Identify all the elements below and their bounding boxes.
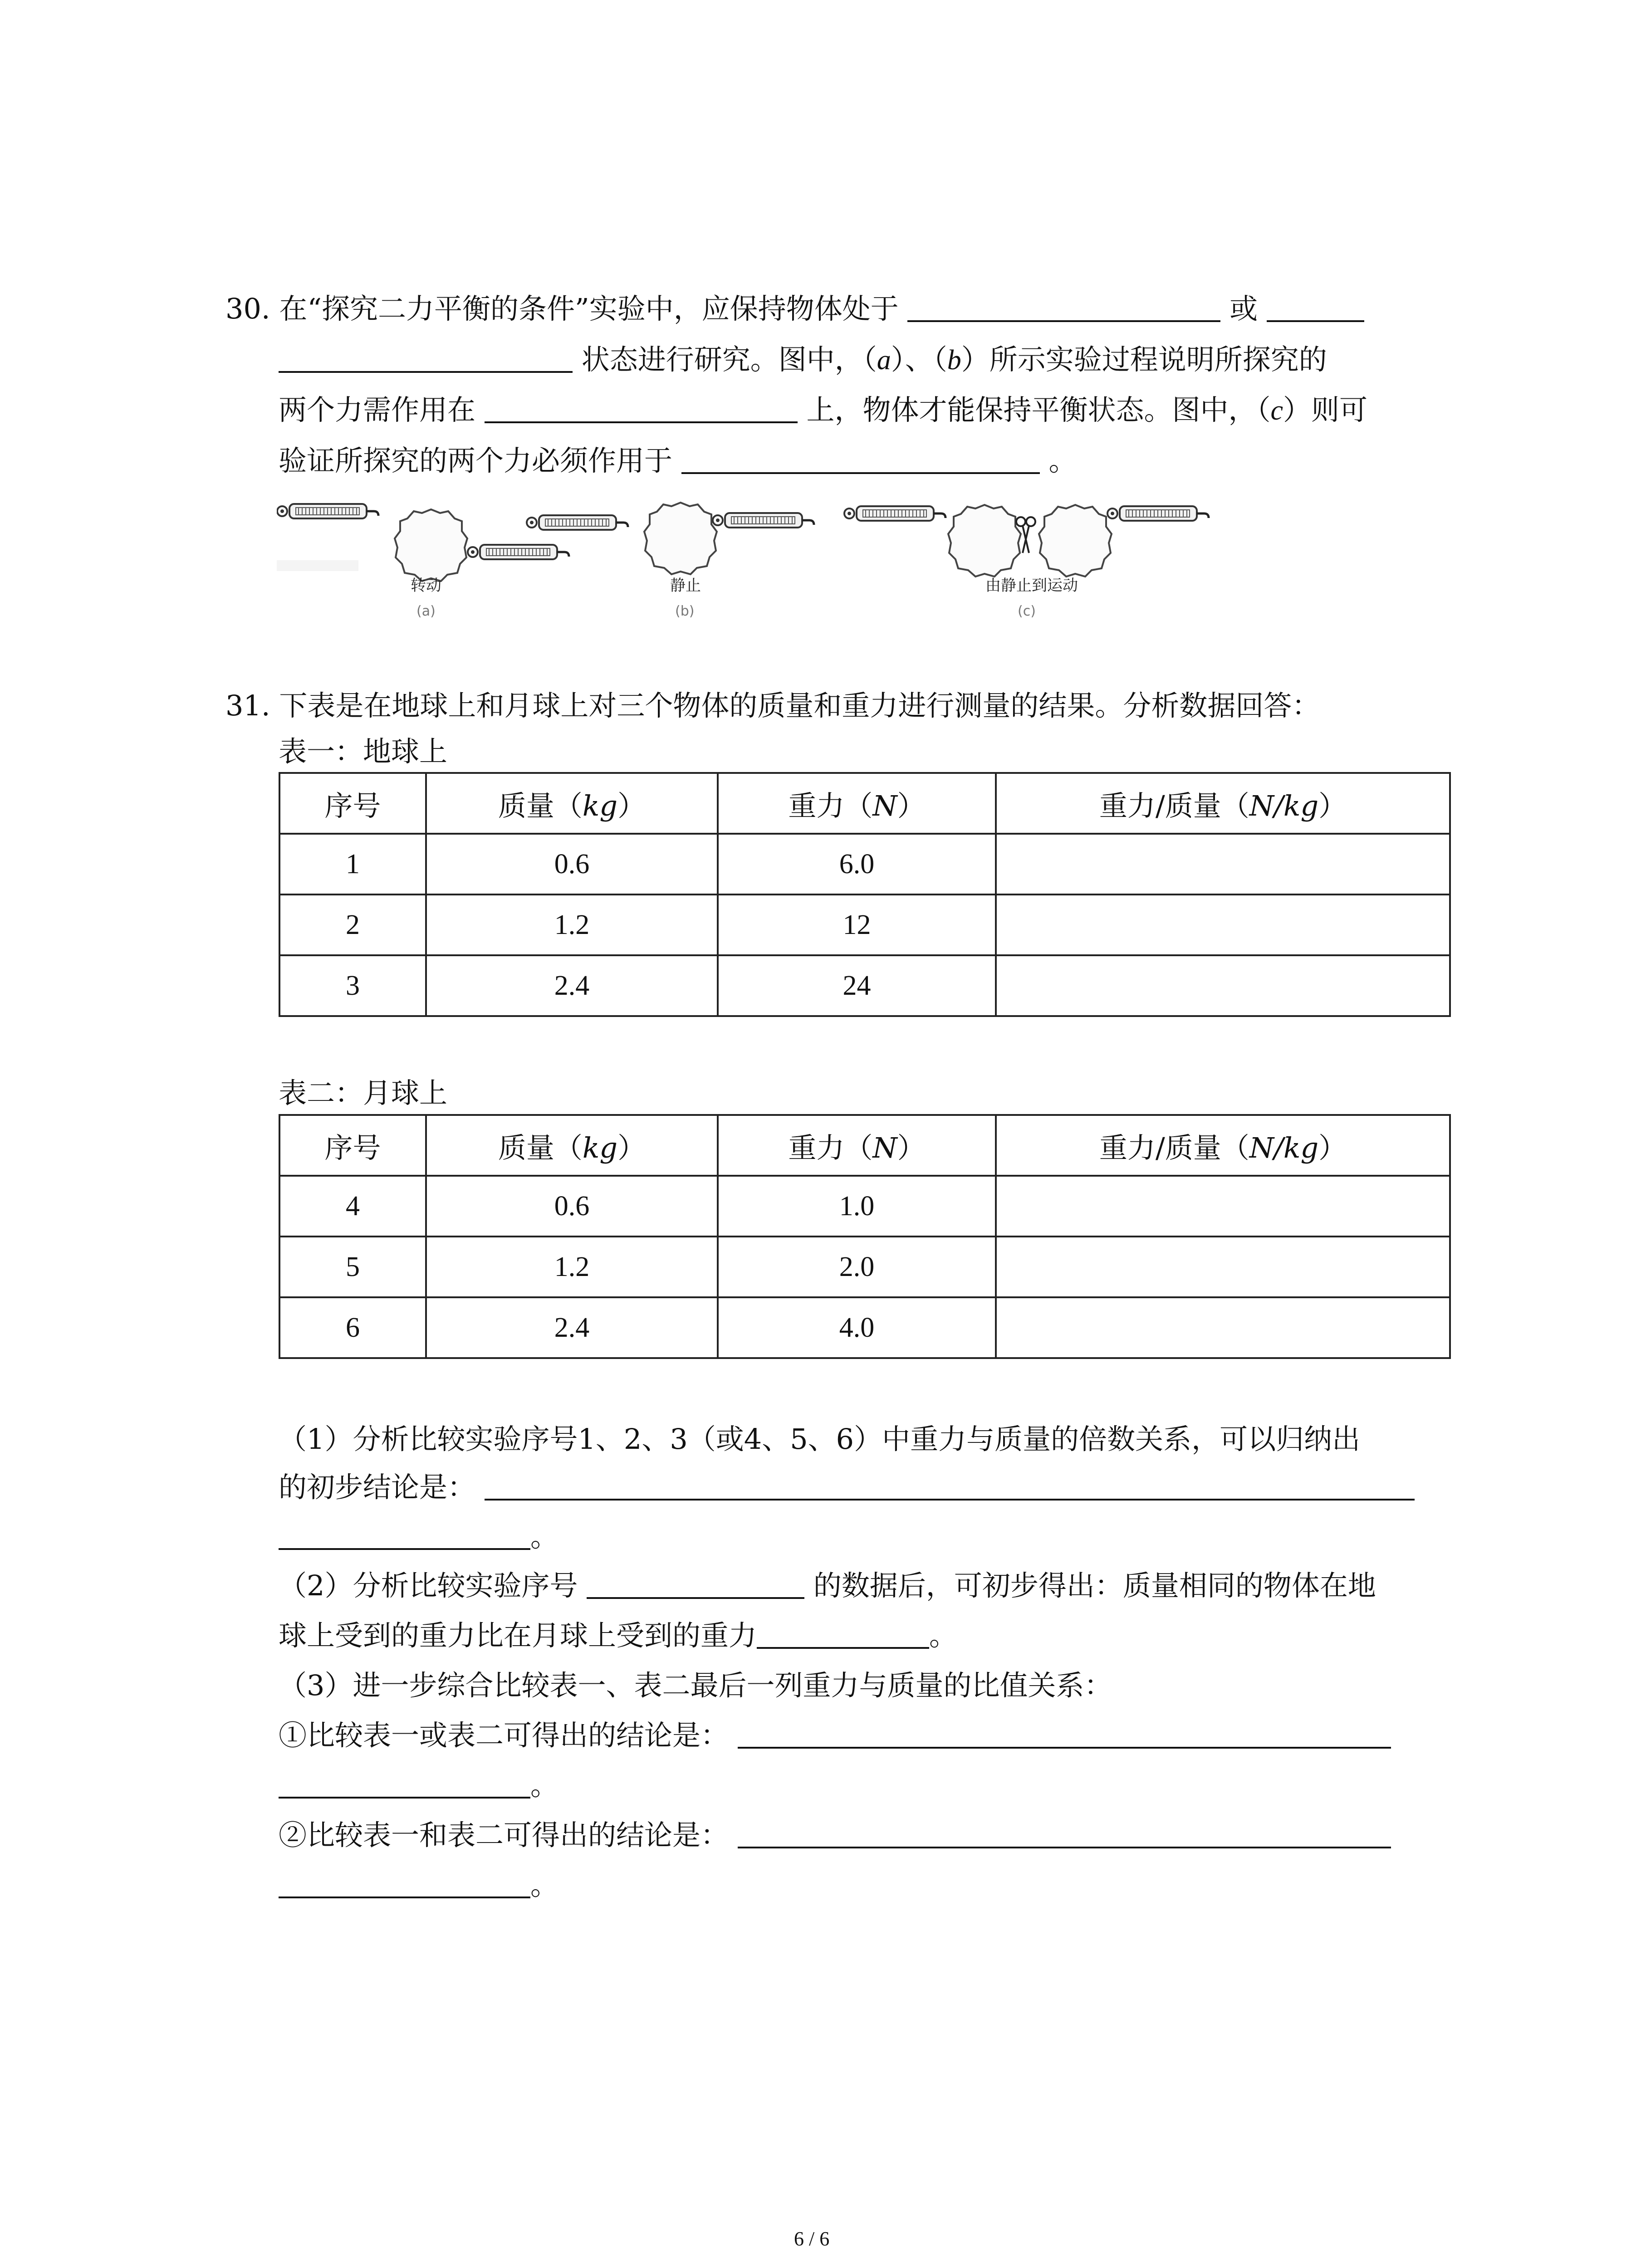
question-text: 球上受到的重力比在月球上受到的重力	[279, 1619, 757, 1652]
cell-mass: 0.6	[426, 834, 718, 894]
caption-b: 静止	[670, 577, 701, 595]
cell-no: 2	[279, 894, 426, 955]
question-30-line-3	[279, 393, 1368, 426]
question-text: 下表是在地球上和月球上对三个物体的质量和重力进行测量的结果。分析数据回答：	[279, 689, 1320, 722]
cell-mass: 1.2	[426, 1237, 718, 1297]
period: 。	[929, 1619, 958, 1652]
cell-mass: 1.2	[426, 894, 718, 955]
card-c-right	[1039, 505, 1112, 577]
header-ratio: 重力/质量（N/kg）	[996, 773, 1450, 834]
header-mass: 质量（kg）	[426, 773, 718, 834]
answer-blank-4[interactable]	[681, 472, 1040, 474]
question-text: 两个力需作用在	[279, 393, 476, 426]
part-1-line-2	[279, 1471, 1415, 1504]
cell-ratio-input[interactable]	[996, 894, 1450, 955]
answer-blank-p3-2[interactable]	[738, 1846, 1391, 1848]
answer-blank-p3-2-cont[interactable]	[279, 1896, 530, 1898]
cell-no: 4	[279, 1176, 426, 1237]
question-text: 的数据后，可初步得出：质量相同的物体在地	[813, 1569, 1376, 1602]
table-row	[279, 1237, 1450, 1297]
cell-weight: 24	[718, 955, 996, 1016]
page-number: 6 / 6	[794, 2228, 830, 2250]
table-row	[279, 834, 1450, 894]
answer-blank-p3-1-cont[interactable]	[279, 1796, 530, 1799]
part-1-line-1: （1）分析比较实验序号1、2、3（或4、5、6）中重力与质量的倍数关系，可以归纳出	[279, 1422, 1361, 1456]
answer-blank-1[interactable]	[907, 320, 1220, 322]
question-31-intro	[225, 689, 1320, 722]
period: 。	[530, 1868, 559, 1901]
cell-mass: 0.6	[426, 1176, 718, 1237]
question-30-line-4	[279, 444, 1077, 477]
answer-blank-2-cont[interactable]	[279, 371, 573, 373]
answer-blank-p1[interactable]	[485, 1498, 1415, 1501]
period: 。	[530, 1520, 559, 1553]
table-1-title: 表一：地球上	[279, 735, 448, 768]
cell-no: 5	[279, 1237, 426, 1297]
cell-weight: 6.0	[718, 834, 996, 894]
question-text: ）则可	[1283, 393, 1368, 426]
label-b: (b)	[675, 603, 695, 619]
table-row	[279, 1176, 1450, 1237]
scale-c-right	[1107, 506, 1209, 521]
part-2-line-1	[279, 1569, 1376, 1602]
answer-blank-p2-serials[interactable]	[587, 1597, 804, 1599]
part-3-line-1: （3）进一步综合比较表一、表二最后一列重力与质量的比值关系：	[279, 1669, 1112, 1702]
question-text: 。	[1048, 444, 1077, 477]
header-no: 序号	[279, 773, 426, 834]
question-text: 在“探究二力平衡的条件”实验中，应保持物体处于	[279, 292, 899, 325]
cell-no: 6	[279, 1297, 426, 1358]
question-text: 或	[1230, 292, 1258, 325]
label-c: (c)	[1018, 603, 1036, 619]
caption-a: 转动	[411, 577, 441, 595]
symbol-b: b	[947, 345, 961, 376]
answer-blank-2[interactable]	[1267, 320, 1364, 322]
cell-ratio-input[interactable]	[996, 1237, 1450, 1297]
part-3-item-1	[279, 1721, 1391, 1750]
cell-ratio-input[interactable]	[996, 1297, 1450, 1358]
scale-a-bottom	[468, 545, 569, 559]
scale-a-left	[277, 504, 378, 518]
question-number: 30.	[225, 292, 270, 325]
question-number: 31.	[225, 689, 270, 722]
cell-ratio-input[interactable]	[996, 834, 1450, 894]
part-3-item-2-cont	[279, 1868, 559, 1901]
watermark	[277, 560, 358, 571]
period: 。	[530, 1769, 559, 1802]
question-text: 验证所探究的两个力必须作用于	[279, 444, 673, 477]
symbol-a: a	[877, 345, 891, 376]
question-30-line-2	[279, 343, 1327, 376]
table-row	[279, 1297, 1450, 1358]
question-text: ①比较表一或表二可得出的结论是：	[279, 1719, 729, 1752]
card-c-left	[948, 505, 1021, 577]
part-2-line-2	[279, 1619, 958, 1652]
question-text: ）、（	[891, 343, 947, 376]
cell-no: 1	[279, 834, 426, 894]
header-mass: 质量（kg）	[426, 1115, 718, 1176]
header-no: 序号	[279, 1115, 426, 1176]
question-30-line-1	[225, 292, 1364, 325]
scale-b-left	[527, 515, 628, 530]
header-ratio: 重力/质量（N/kg）	[996, 1115, 1450, 1176]
table-earth	[279, 772, 1451, 1017]
cell-mass: 2.4	[426, 955, 718, 1016]
question-text: ）所示实验过程说明所探究的	[961, 343, 1327, 376]
table-header-row	[279, 773, 1450, 834]
card-a	[395, 509, 467, 581]
cell-mass: 2.4	[426, 1297, 718, 1358]
scale-c-left	[844, 506, 945, 521]
part-1-line-3	[279, 1520, 559, 1553]
header-weight: 重力（N）	[718, 773, 996, 834]
table-header-row	[279, 1115, 1450, 1176]
question-text: 的初步结论是：	[279, 1471, 476, 1504]
question-text: 状态进行研究。图中，（	[581, 343, 877, 376]
question-text: （2）分析比较实验序号	[279, 1569, 578, 1602]
cell-weight: 12	[718, 894, 996, 955]
header-weight: 重力（N）	[718, 1115, 996, 1176]
table-row	[279, 955, 1450, 1016]
answer-blank-3[interactable]	[485, 421, 798, 423]
cell-weight: 2.0	[718, 1237, 996, 1297]
scale-b-right	[713, 513, 814, 528]
cell-weight: 4.0	[718, 1297, 996, 1358]
cell-ratio-input[interactable]	[996, 955, 1450, 1016]
card-b	[644, 503, 717, 574]
cell-weight: 1.0	[718, 1176, 996, 1237]
cell-no: 3	[279, 955, 426, 1016]
label-a: (a)	[416, 603, 436, 619]
answer-blank-p2-compare[interactable]	[757, 1647, 929, 1649]
cell-ratio-input[interactable]	[996, 1176, 1450, 1237]
answer-blank-p1-cont[interactable]	[279, 1548, 530, 1550]
question-text: 上，物体才能保持平衡状态。图中，（	[806, 393, 1271, 426]
table-row	[279, 894, 1450, 955]
symbol-c: c	[1270, 395, 1283, 426]
part-3-item-1-cont	[279, 1769, 559, 1802]
caption-c: 由静止到运动	[985, 577, 1078, 595]
part-3-item-2	[279, 1818, 1391, 1852]
table-moon	[279, 1114, 1451, 1359]
table-2-title: 表二：月球上	[279, 1076, 448, 1110]
answer-blank-p3-1[interactable]	[738, 1746, 1391, 1749]
question-text: ②比较表一和表二可得出的结论是：	[279, 1818, 729, 1852]
